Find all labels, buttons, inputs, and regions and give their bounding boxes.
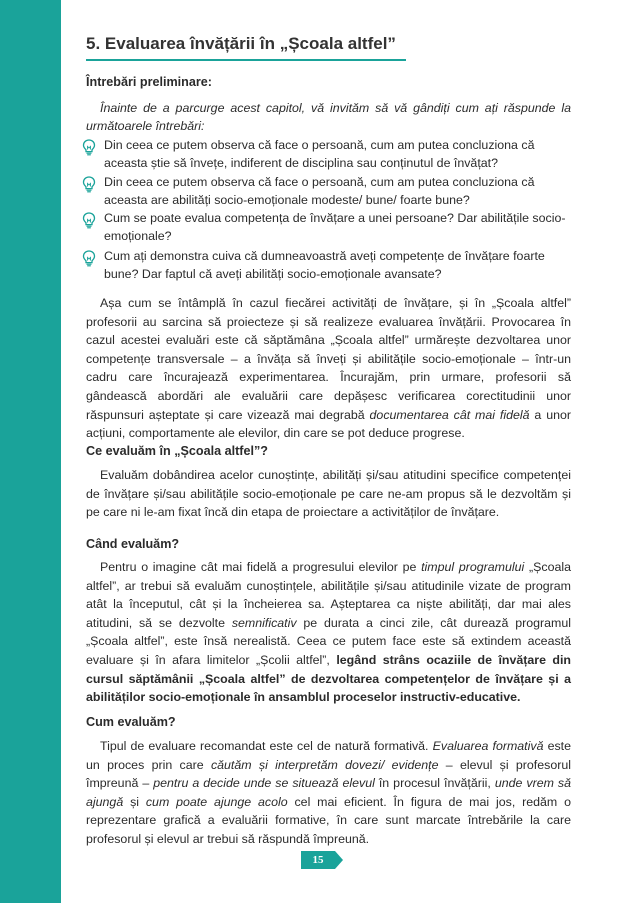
question-item <box>86 247 571 283</box>
how-italic-4: unde vrem să ajungă <box>86 776 571 809</box>
lightbulb-icon <box>82 139 96 156</box>
when-text-1: Pentru o imagine cât mai fidelă a progresului elevilor pe <box>100 560 422 574</box>
how-text-2: este un proces prin care <box>86 739 571 772</box>
intro-text: Așa cum se întâmplă în cazul fiecărei activități de învățare, și în „Școala altfel” profesorii au sarcina să proiecteze și să realizeze evaluarea învățării. Provocarea în cazul acestei evaluări este că săptămâna „Școala altfel” urmărește dezvoltarea unor competențe transversale – a învăța să înveți și abilitățile socio-emoționale – într-un cadru care încurajează experimentarea. Încurajăm, prin urmare, profesorii să gândească abordări ale evaluării care depășesc verificarea corectitudinii unor răspunsuri așteptate și care vizează mai degrabă <box>86 296 571 422</box>
question-text: Cum ați demonstra cuiva că dumneavoastră aveți competențe de învățare foarte bune? Dar faptul că aveți abilități socio-emoționale avansate? <box>104 249 545 281</box>
question-text: Cum se poate evalua competența de învățare a unei persoane? Dar abilitățile socio-emoționale? <box>104 211 566 243</box>
prelim-heading: Întrebări preliminare: <box>86 75 212 89</box>
when-text-2: „Școala altfel”, ar trebui să evaluăm cunoștințele, abilitățile și/sau atitudinile vizate de program atât la începutul, cât și la încheierea sa. Așteptarea ca niște abilități, dar mai ales atitudini, să se dezvolte <box>86 560 572 630</box>
question-text: Din ceea ce putem observa că face o persoană, cum am putea concluziona că aceasta are abilități socio-emoționale modeste/ bune/ foarte bune? <box>104 175 535 207</box>
when-italic-2: semnificativ <box>231 615 297 630</box>
how-italic-2: căutăm și interpretăm dovezi/ evidențe <box>210 757 439 772</box>
how-italic-5: cum poate ajunge acolo <box>145 794 288 809</box>
when-italic-1: timpul programului <box>421 560 525 574</box>
how-text-1: Tipul de evaluare recomandat este cel de natură formativă. <box>100 739 433 753</box>
intro-text-end: a unor acțiuni, comportamente ale elevilor, din care se pot deduce progrese. <box>86 407 571 441</box>
how-italic-1: Evaluarea formativă <box>432 739 544 753</box>
intro-paragraph <box>86 294 571 443</box>
how-text-6: cel mai eficient. În figura de mai jos, redăm o reprezentare grafică a evaluării formative, în care sunt marcate întrebările la care profesorul și elevul ar trebui să răspundă împreună. <box>86 794 571 846</box>
what-heading: Ce evaluăm în „Școala altfel”? <box>86 444 268 458</box>
when-text-3: pe durata a cinci zile, cât durează programul „Școala altfel”, este însă nerealistă. Ceea ce putem face este să extindem această evaluare și în afara limitelor „Școlii altfel”, <box>86 615 571 667</box>
question-item <box>86 136 571 172</box>
how-text-4: în procesul învățării, <box>374 776 495 791</box>
side-accent-bar <box>0 0 61 903</box>
how-text-5: și <box>123 794 146 809</box>
question-text: Din ceea ce putem observa că face o persoană, cum am putea concluziona că aceasta știe să învețe, indiferent de disciplina sau conținutul de învățat? <box>104 138 535 170</box>
how-heading: Cum evaluăm? <box>86 715 176 729</box>
what-paragraph: Evaluăm dobândirea acelor cunoștințe, abilități și/sau atitudini specifice competenței de învățare și/sau abilitățile socio-emoționale pe care ne-am propus să le dezvoltăm și pe care ni le-am fixat încă din etapa de proiectare a activităților de învățare. <box>86 468 571 520</box>
lightbulb-icon <box>82 250 96 267</box>
how-paragraph <box>86 737 571 849</box>
page-title: 5. Evaluarea învățării în „Școala altfel” <box>86 34 406 61</box>
how-italic-3: pentru a decide unde se situează elevul <box>153 776 375 791</box>
how-text-3: – elevul și profesorul împreună – <box>86 757 571 791</box>
when-text-4: . <box>517 690 521 705</box>
intro-italic: documentarea cât mai fidelă <box>369 407 530 422</box>
lightbulb-icon <box>82 176 96 193</box>
when-bold: legând strâns ocaziile de învățare din cursul săptămânii „Școala altfel” de dezvoltarea competențelor de învățare și a abilităților socio-emoționale în ansamblul proceselor instructiv-educative <box>86 652 571 705</box>
lightbulb-icon <box>82 212 96 229</box>
when-heading: Când evaluăm? <box>86 537 180 551</box>
prelim-intro <box>86 99 571 135</box>
prelim-intro-text: Înainte de a parcurge acest capitol, vă invităm să vă gândiți cum ați răspunde la următoarele întrebări: <box>86 101 571 133</box>
question-item <box>86 173 571 209</box>
page-number: 15 <box>301 851 335 869</box>
question-item <box>86 209 571 245</box>
when-paragraph <box>86 558 571 707</box>
